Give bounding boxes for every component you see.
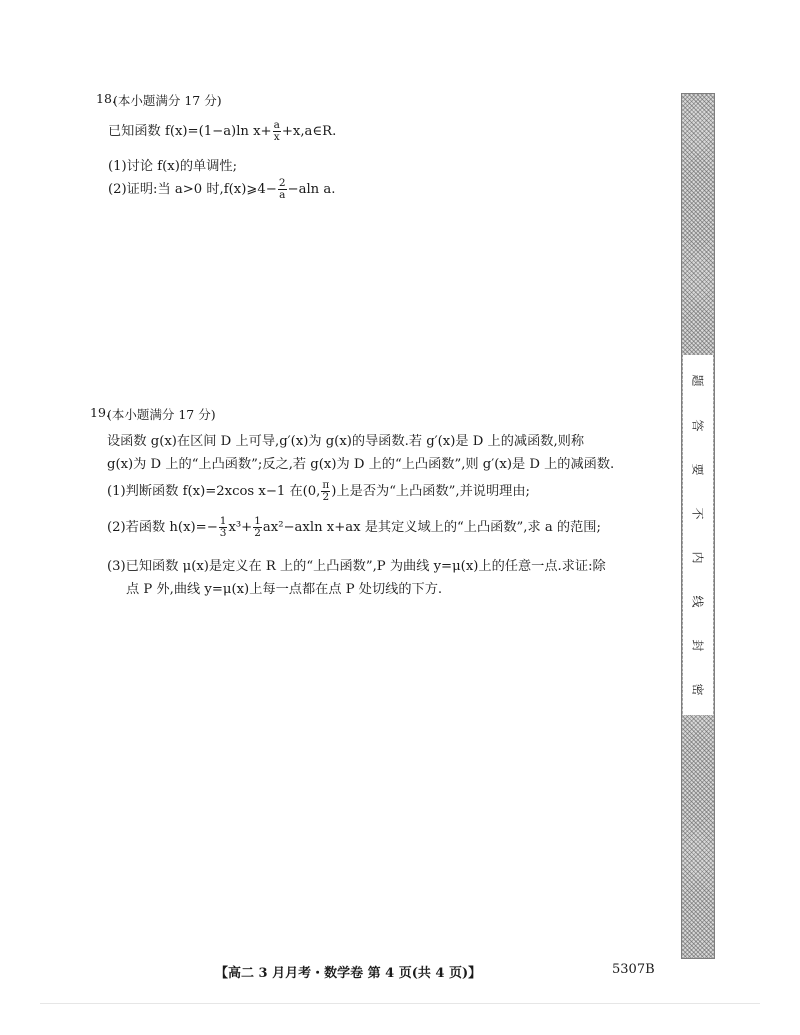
q18-part2-prefix: (2)证明:当 a>0 时,f(x)⩾4− <box>108 182 277 198</box>
q18-part1: (1)讨论 f(x)的单调性; <box>108 159 238 174</box>
q19-part1-frac-num: π <box>322 479 330 491</box>
q18-part2-suffix: −aln a. <box>287 182 336 198</box>
strip-char-5: 内 <box>690 551 705 564</box>
q18-number: 18. <box>96 91 116 106</box>
strip-char-3: 要 <box>690 463 705 476</box>
q19-part2-frac1-num: 1 <box>219 515 227 527</box>
strip-char-2: 答 <box>690 419 705 432</box>
q19-part1-frac-den: 2 <box>322 491 330 504</box>
q19-header: (本小题满分 17 分) <box>107 407 216 422</box>
q18-intro-prefix: 已知函数 <box>108 124 165 140</box>
q19-part2-prefix: (2)若函数 h(x)=− <box>107 520 218 536</box>
strip-char-7: 封 <box>690 639 705 652</box>
paper-code: 5307B <box>612 962 655 977</box>
q19-part1-suffix: )上是否为“上凸函数”,并说明理由; <box>331 484 530 500</box>
q18-part2-frac-num: 2 <box>278 177 286 189</box>
q19-part3-line2: 点 P 外,曲线 y=μ(x)上每一点都在点 P 处切线的下方. <box>126 582 443 597</box>
q18-intro-frac-den: x <box>273 131 280 144</box>
q18-header: (本小题满分 17 分) <box>113 93 222 108</box>
q19-part2-mid: x³+ <box>228 520 253 536</box>
q19-part2-frac2-den: 2 <box>254 527 261 540</box>
q19-part1-prefix: (1)判断函数 f(x)=2xcos x−1 在(0, <box>107 484 321 500</box>
q19-part2-fraction2 <box>253 516 262 539</box>
q19-part2-frac2-num: 1 <box>254 515 261 527</box>
q19-number: 19. <box>90 405 110 420</box>
q18-intro-func: f(x)=(1−a)ln x+ <box>164 124 272 140</box>
q18-intro-frac-num: a <box>273 119 280 131</box>
strip-char-1: 题 <box>690 374 705 387</box>
binding-strip-label-area <box>683 355 713 715</box>
q18-part2-frac-den: a <box>279 189 286 202</box>
q19-intro-line2: g(x)为 D 上的“上凸函数”;反之,若 g(x)为 D 上的“上凸函数”,则 g′(x)是 D 上的减函数. <box>107 457 615 472</box>
q18-intro-fraction <box>273 120 281 143</box>
bottom-divider <box>40 1003 760 1004</box>
strip-char-6: 线 <box>690 595 705 608</box>
q18-intro <box>108 120 336 143</box>
strip-char-4: 不 <box>690 507 705 520</box>
q18-part2-fraction <box>278 178 287 201</box>
q19-part1 <box>107 480 530 503</box>
strip-char-8: 密 <box>690 683 705 696</box>
q19-part3-line1: (3)已知函数 μ(x)是定义在 R 上的“上凸函数”,P 为曲线 y=μ(x)上的任意一点.求证:除 <box>107 559 606 574</box>
page-footer: 【高二 3 月月考・数学卷 第 4 页(共 4 页)】 <box>215 966 482 981</box>
q19-part2 <box>107 516 601 539</box>
q19-part1-fraction <box>321 480 330 503</box>
q19-intro-line1: 设函数 g(x)在区间 D 上可导,g′(x)为 g(x)的导函数.若 g′(x)是 D 上的减函数,则称 <box>107 434 585 449</box>
q18-intro-suffix: +x,a∈R. <box>281 124 337 140</box>
q19-part2-fraction1 <box>219 516 228 539</box>
q18-part2 <box>108 178 335 201</box>
q19-part2-frac1-den: 3 <box>219 527 227 540</box>
q19-part2-suffix: ax²−axln x+ax 是其定义域上的“上凸函数”,求 a 的范围; <box>262 520 601 536</box>
